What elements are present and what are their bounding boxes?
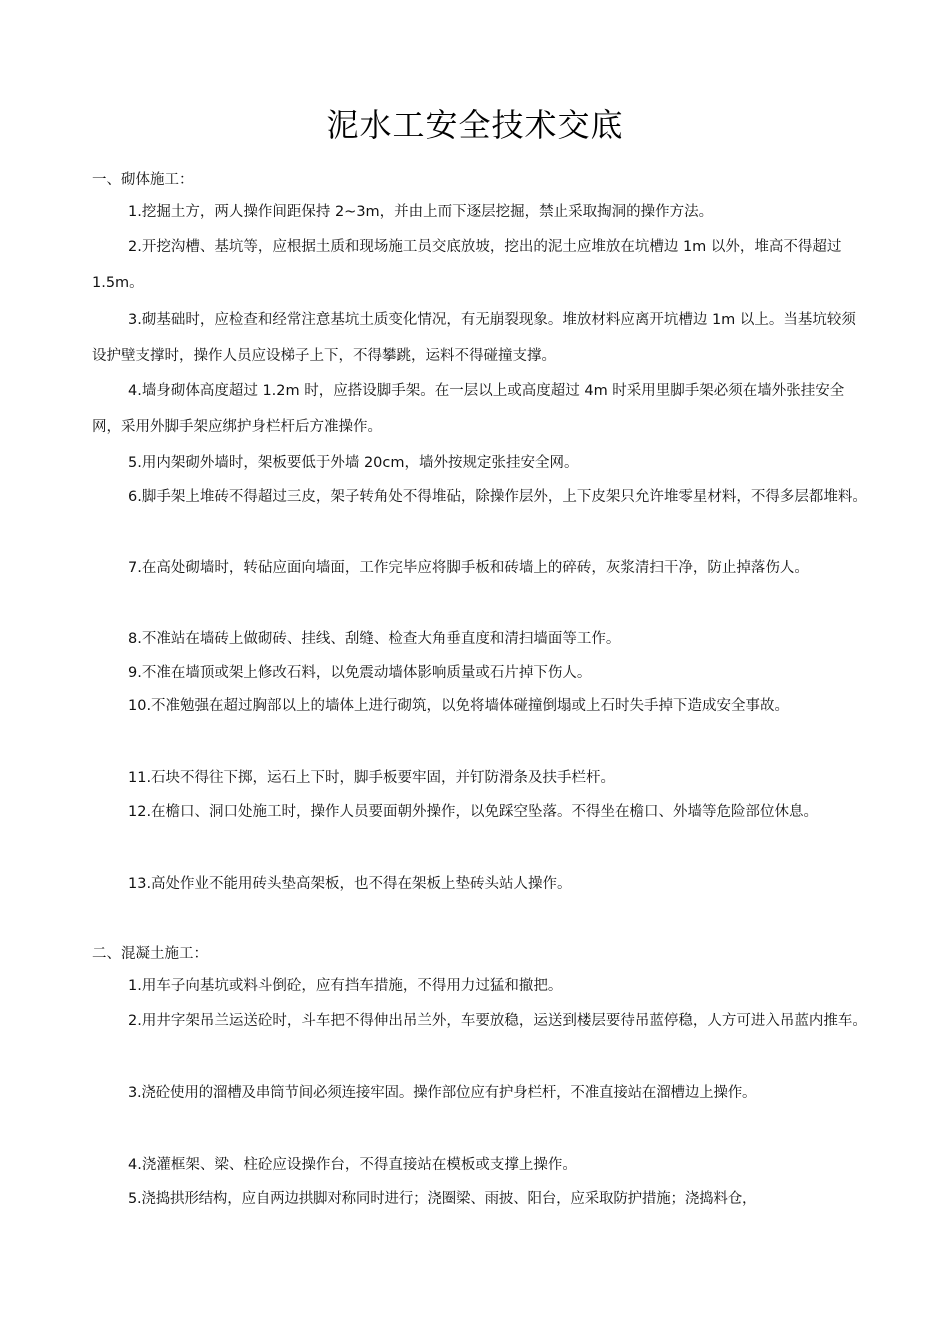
list-item: 11.石块不得往下掷，运石上下时，脚手板要牢固，并钉防滑条及扶手栏杆。 — [128, 770, 616, 786]
list-item: 6.脚手架上堆砖不得超过三皮，架子转角处不得堆砧，除操作层外，上下皮架只允许堆零星材料，不得多层都堆料。 — [128, 489, 867, 505]
list-item: 12.在檐口、洞口处施工时，操作人员要面朝外操作，以免踩空坠落。不得坐在檐口、外墙等危险部位休息。 — [128, 804, 819, 820]
list-item: 13.高处作业不能用砖头垫高架板，也不得在架板上垫砖头站人操作。 — [128, 876, 572, 892]
list-item: 1.用车子向基坑或料斗倒砼，应有挡车措施，不得用力过猛和撤把。 — [128, 978, 563, 994]
list-item: 9.不准在墙顶或架上修改石料，以免震动墙体影响质量或石片掉下伤人。 — [128, 665, 592, 681]
list-item: 2.用井字架吊兰运送砼时，斗车把不得伸出吊兰外，车要放稳，运送到楼层要待吊蓝停稳，人方可进入吊蓝内推车。 — [128, 1013, 867, 1029]
list-item: 1.挖掘土方，两人操作间距保持 2~3m，并由上而下逐层挖掘，禁止采取掏洞的操作方法。 — [128, 204, 714, 220]
list-item: 5.浇捣拱形结构，应自两边拱脚对称同时进行；浇圈梁、雨披、阳台，应采取防护措施；浇捣料仓， — [128, 1191, 757, 1207]
list-item: 10.不准勉强在超过胸部以上的墙体上进行砌筑，以免将墙体碰撞倒塌或上石时失手掉下造成安全事故。 — [128, 698, 790, 714]
list-item: 7.在高处砌墙时，转砧应面向墙面，工作完毕应将脚手板和砖墙上的碎砖，灰浆清扫干净，防止掉落伤人。 — [128, 560, 809, 576]
list-item: 8.不准站在墙砖上做砌砖、挂线、刮缝、检查大角垂直度和清扫墙面等工作。 — [128, 631, 621, 647]
list-item: 5.用内架砌外墙时，架板要低于外墙 20cm，墙外按规定张挂安全网。 — [128, 455, 579, 471]
list-item: 3.砌基础时，应检查和经常注意基坑土质变化情况，有无崩裂现象。堆放材料应离开坑槽边 1m 以上。当基坑较须设护壁支撑时，操作人员应设梯子上下，不得攀跳，运料不得碰撞支撑。 — [92, 312, 856, 364]
document-title: 泥水工安全技术交底 — [326, 106, 624, 144]
section-heading-concrete: 二、混凝土施工： — [92, 946, 208, 962]
list-item: 4.墙身砌体高度超过 1.2m 时，应搭设脚手架。在一层以上或高度超过 4m 时采用里脚手架必须在墙外张挂安全网，采用外脚手架应绑护身栏杆后方准操作。 — [92, 383, 845, 435]
list-item: 3.浇砼使用的溜槽及串筒节间必须连接牢固。操作部位应有护身栏杆，不准直接站在溜槽边上操作。 — [128, 1085, 757, 1101]
section-heading-masonry: 一、砌体施工： — [92, 172, 194, 188]
list-item: 4.浇灌框架、梁、柱砼应设操作台，不得直接站在模板或支撑上操作。 — [128, 1157, 577, 1173]
list-item: 2.开挖沟槽、基坑等，应根据土质和现场施工员交底放坡，挖出的泥土应堆放在坑槽边 1m 以外，堆高不得超过 1.5m。 — [92, 239, 842, 291]
